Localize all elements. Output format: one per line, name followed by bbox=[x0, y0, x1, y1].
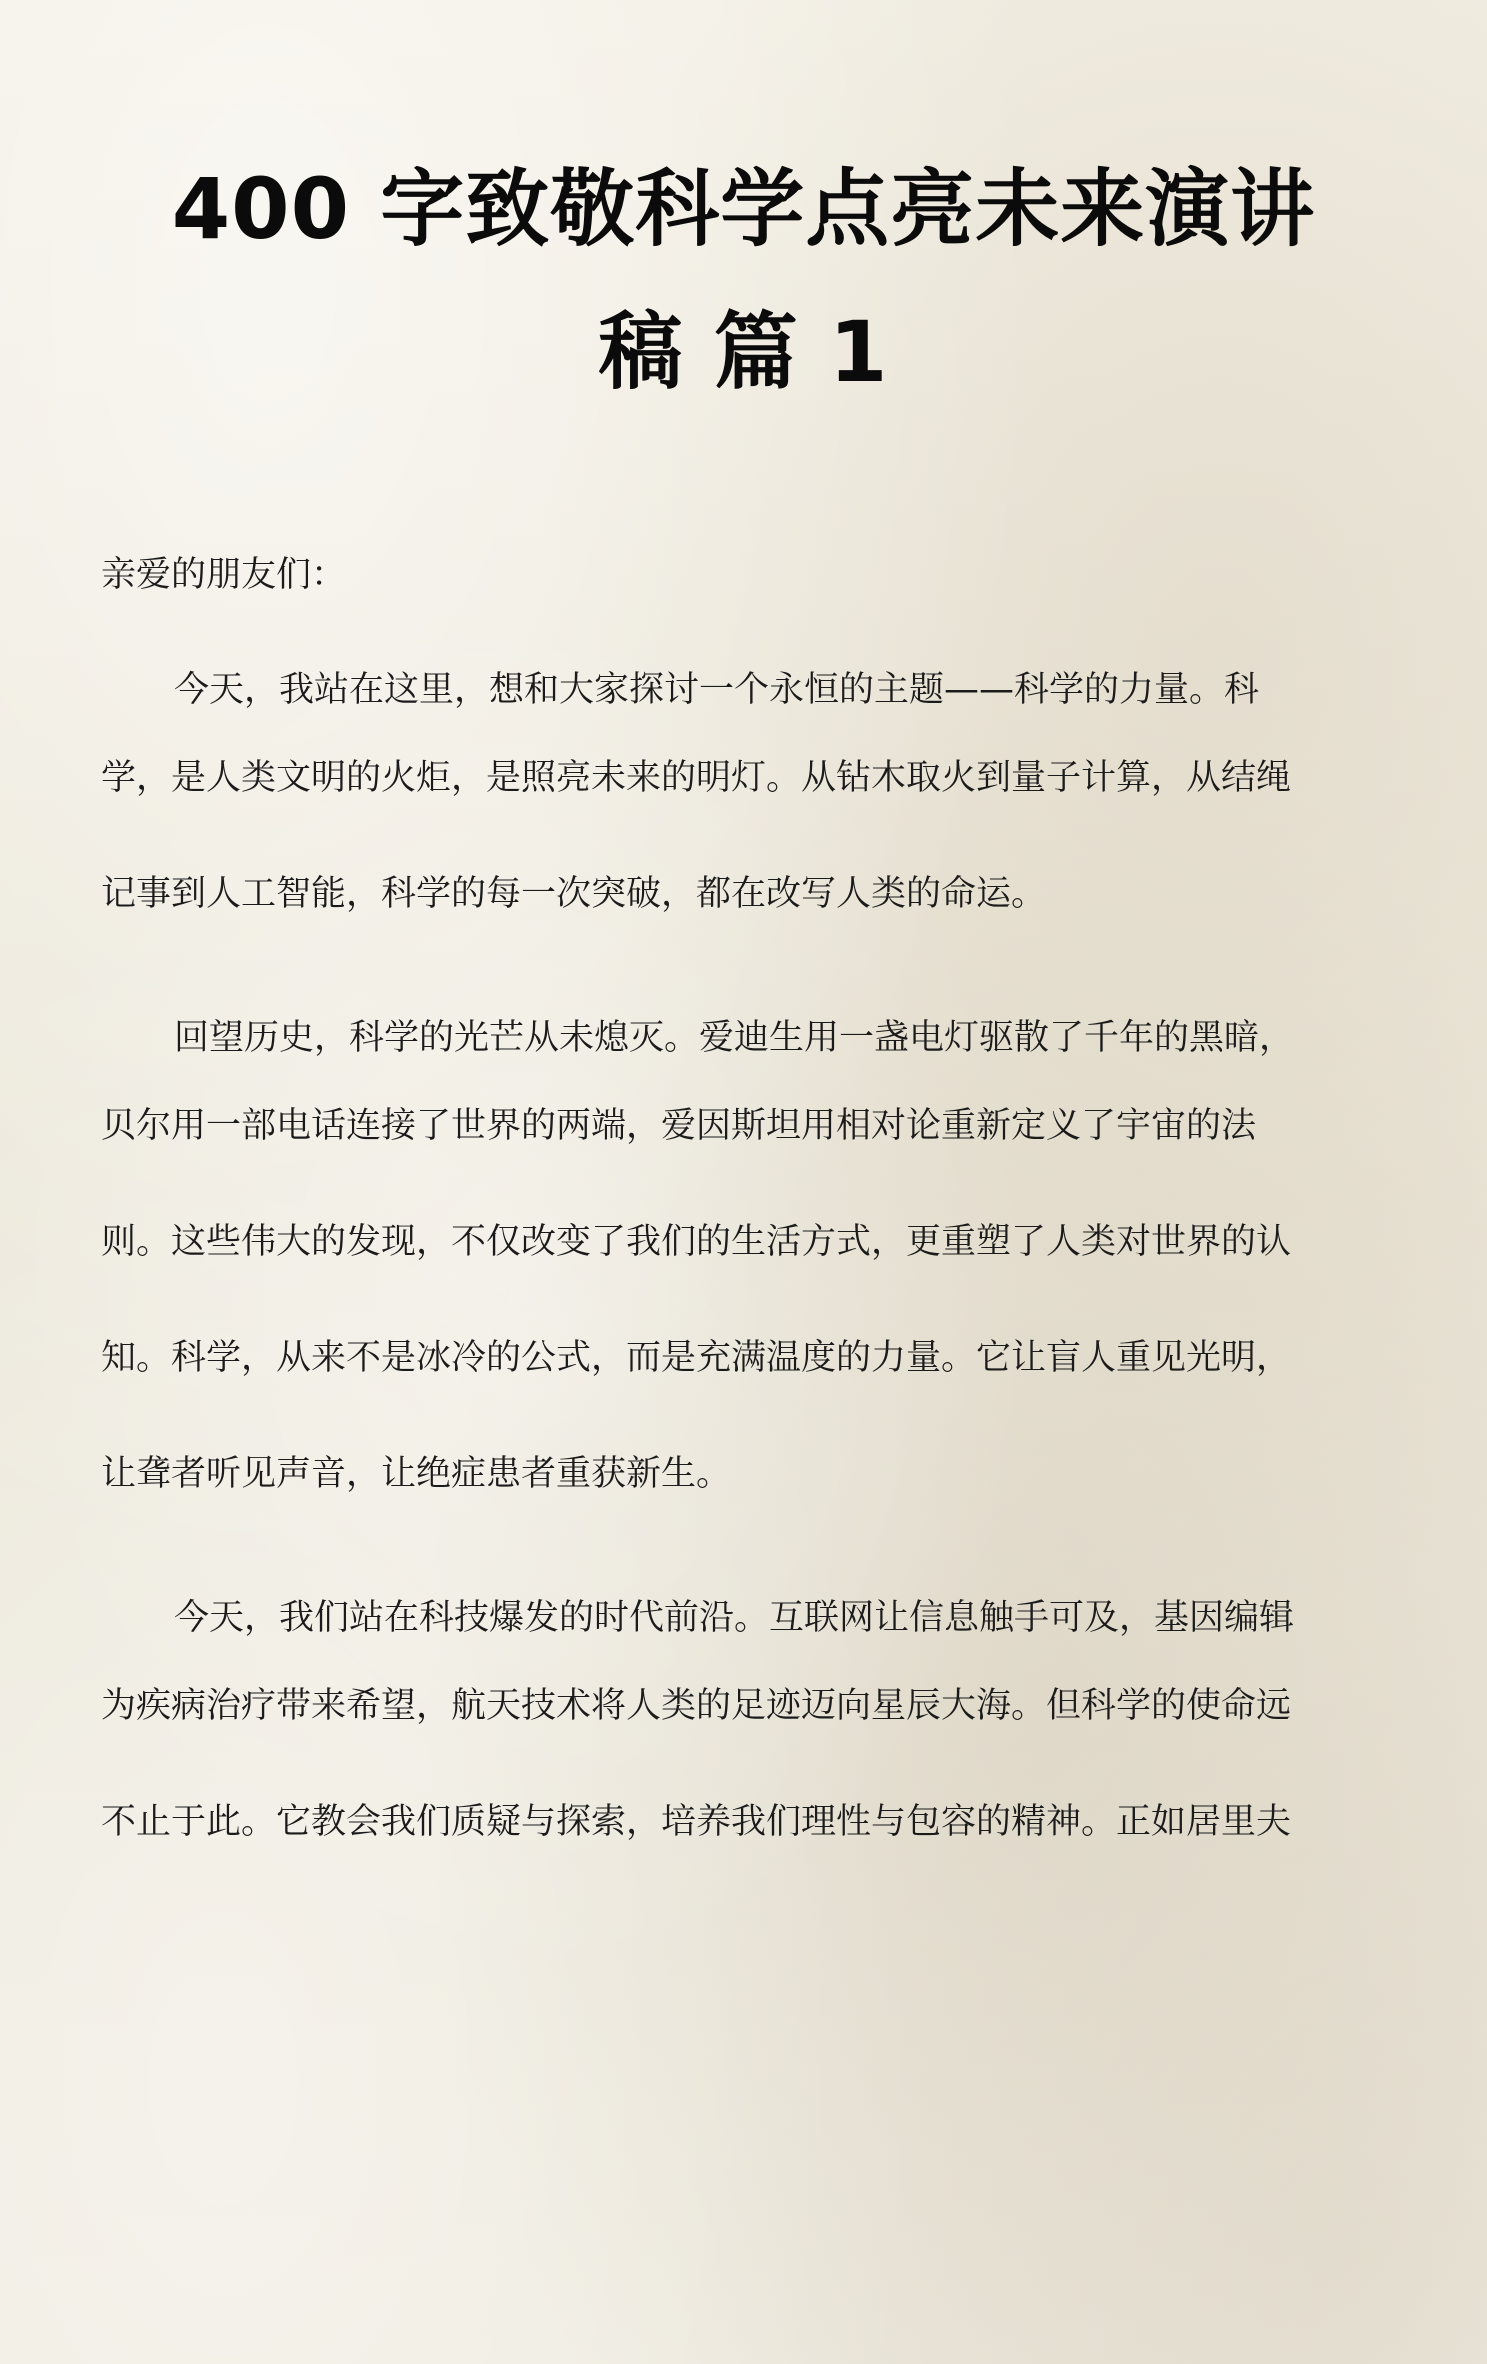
title-line-1: 400 字致敬科学点亮未来演讲 bbox=[171, 160, 1316, 258]
greeting: 亲爱的朋友们： bbox=[101, 555, 347, 595]
paragraph-1 bbox=[101, 660, 1367, 952]
paragraph-line: 今天，我站在这里，想和大家探讨一个永恒的主题——科学的力量。科 bbox=[174, 670, 1260, 710]
paragraph-line: 学，是人类文明的火炬，是照亮未来的明灯。从钻木取火到量子计算，从结绳 bbox=[101, 758, 1292, 798]
document-body bbox=[101, 545, 1367, 1880]
paragraph-line: 知。科学，从来不是冰冷的公式，而是充满温度的力量。它让盲人重见光明， bbox=[101, 1338, 1292, 1378]
paragraph-line: 为疾病治疗带来希望，航天技术将人类的足迹迈向星辰大海。但科学的使命远 bbox=[101, 1686, 1292, 1726]
paragraph-3 bbox=[101, 1588, 1367, 1880]
paragraph-line: 今天，我们站在科技爆发的时代前沿。互联网让信息触手可及，基因编辑 bbox=[174, 1598, 1295, 1638]
paragraph-line: 贝尔用一部电话连接了世界的两端，爱因斯坦用相对论重新定义了宇宙的法 bbox=[101, 1106, 1257, 1146]
paragraph-line: 记事到人工智能，科学的每一次突破，都在改写人类的命运。 bbox=[101, 874, 1047, 914]
document-title bbox=[100, 138, 1387, 424]
paragraph-2 bbox=[101, 1008, 1367, 1532]
title-line-2: 稿 篇 1 bbox=[598, 303, 889, 401]
paragraph-line: 则。这些伟大的发现，不仅改变了我们的生活方式，更重塑了人类对世界的认 bbox=[101, 1222, 1292, 1262]
paragraph-line: 回望历史，科学的光芒从未熄灭。爱迪生用一盏电灯驱散了千年的黑暗， bbox=[174, 1018, 1295, 1058]
paragraph-line: 不止于此。它教会我们质疑与探索，培养我们理性与包容的精神。正如居里夫 bbox=[101, 1802, 1292, 1842]
paragraph-line: 让聋者听见声音，让绝症患者重获新生。 bbox=[101, 1454, 732, 1494]
